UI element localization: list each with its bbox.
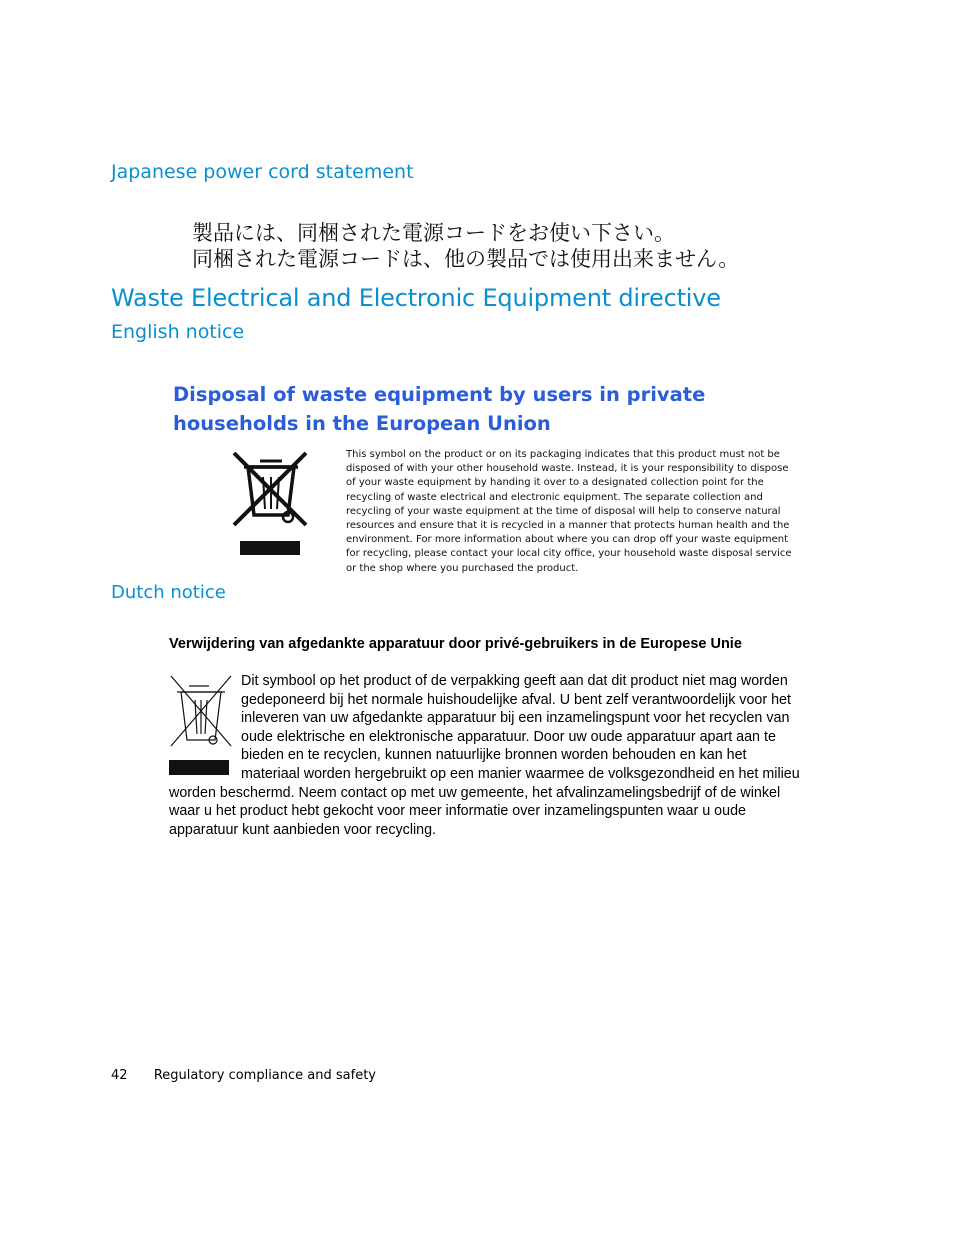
english-notice-heading: English notice [111,321,245,343]
dutch-notice-body: Dit symbool op het product of de verpakking geeft aan dat dit product niet mag worden gedeponeerd bij het normale huishoudelijke afval. U bent zelf verantwoordelijk voor het inleveren van uw afgedankte apparatuur bij een inzamelingspunt voor het recyclen van oude elektrische en elektronische apparatuur. Door uw oude apparatuur apart aan te bieden en te recyclen, kunnen natuurlijke bronnen worden behouden en kan het materiaal worden hergebruikt op een manier waarmee de volksgezondheid en het milieu worden beschermd. Neem contact op met uw gemeente, het afvalinzamelingsbedrijf of de winkel waar u het product hebt gekocht voor meer informatie over inzamelingspunten waar u oude apparatuur kunt aanbieden voor recycling. [169,673,800,838]
dutch-notice-block [169,672,809,839]
english-notice-body: This symbol on the product or on its packaging indicates that this product must not be disposed of with your other household waste. Instead, it is your responsibility to dispose of your waste equipment by handing it over to a designated collection point for the recycling of waste electrical and electronic equipment. The separate collection and recycling of your waste equipment at the time of disposal will help to conserve natural resources and ensure that it is recycled in a manner that protects human health and the environment. For more information about where you can drop off your waste equipment for recycling, please contact your local city office, your household waste disposal service or the shop where you purchased the product. [346,449,792,574]
japanese-statement-image [192,220,739,272]
english-notice-title: Disposal of waste equipment by users in private households in the European Union [173,383,706,435]
footer-section-title: Regulatory compliance and safety [153,1068,376,1083]
page-footer [111,1068,376,1083]
japanese-power-cord-heading: Japanese power cord statement [111,161,414,183]
japanese-line-2: 同梱された電源コードは、他の製品では使用出来ません。 [192,247,740,271]
dutch-notice-title: Verwijdering van afgedankte apparatuur door privé-gebruikers in de Europese Unie [169,636,742,652]
page-number: 42 [111,1068,128,1083]
crossed-out-wheelie-bin-icon [169,672,237,778]
crossed-out-wheelie-bin-icon [230,449,312,557]
weee-directive-heading: Waste Electrical and Electronic Equipment directive [111,284,721,312]
japanese-line-1: 製品には、同梱された電源コードをお使い下さい。 [192,221,675,245]
dutch-notice-heading: Dutch notice [111,582,226,603]
